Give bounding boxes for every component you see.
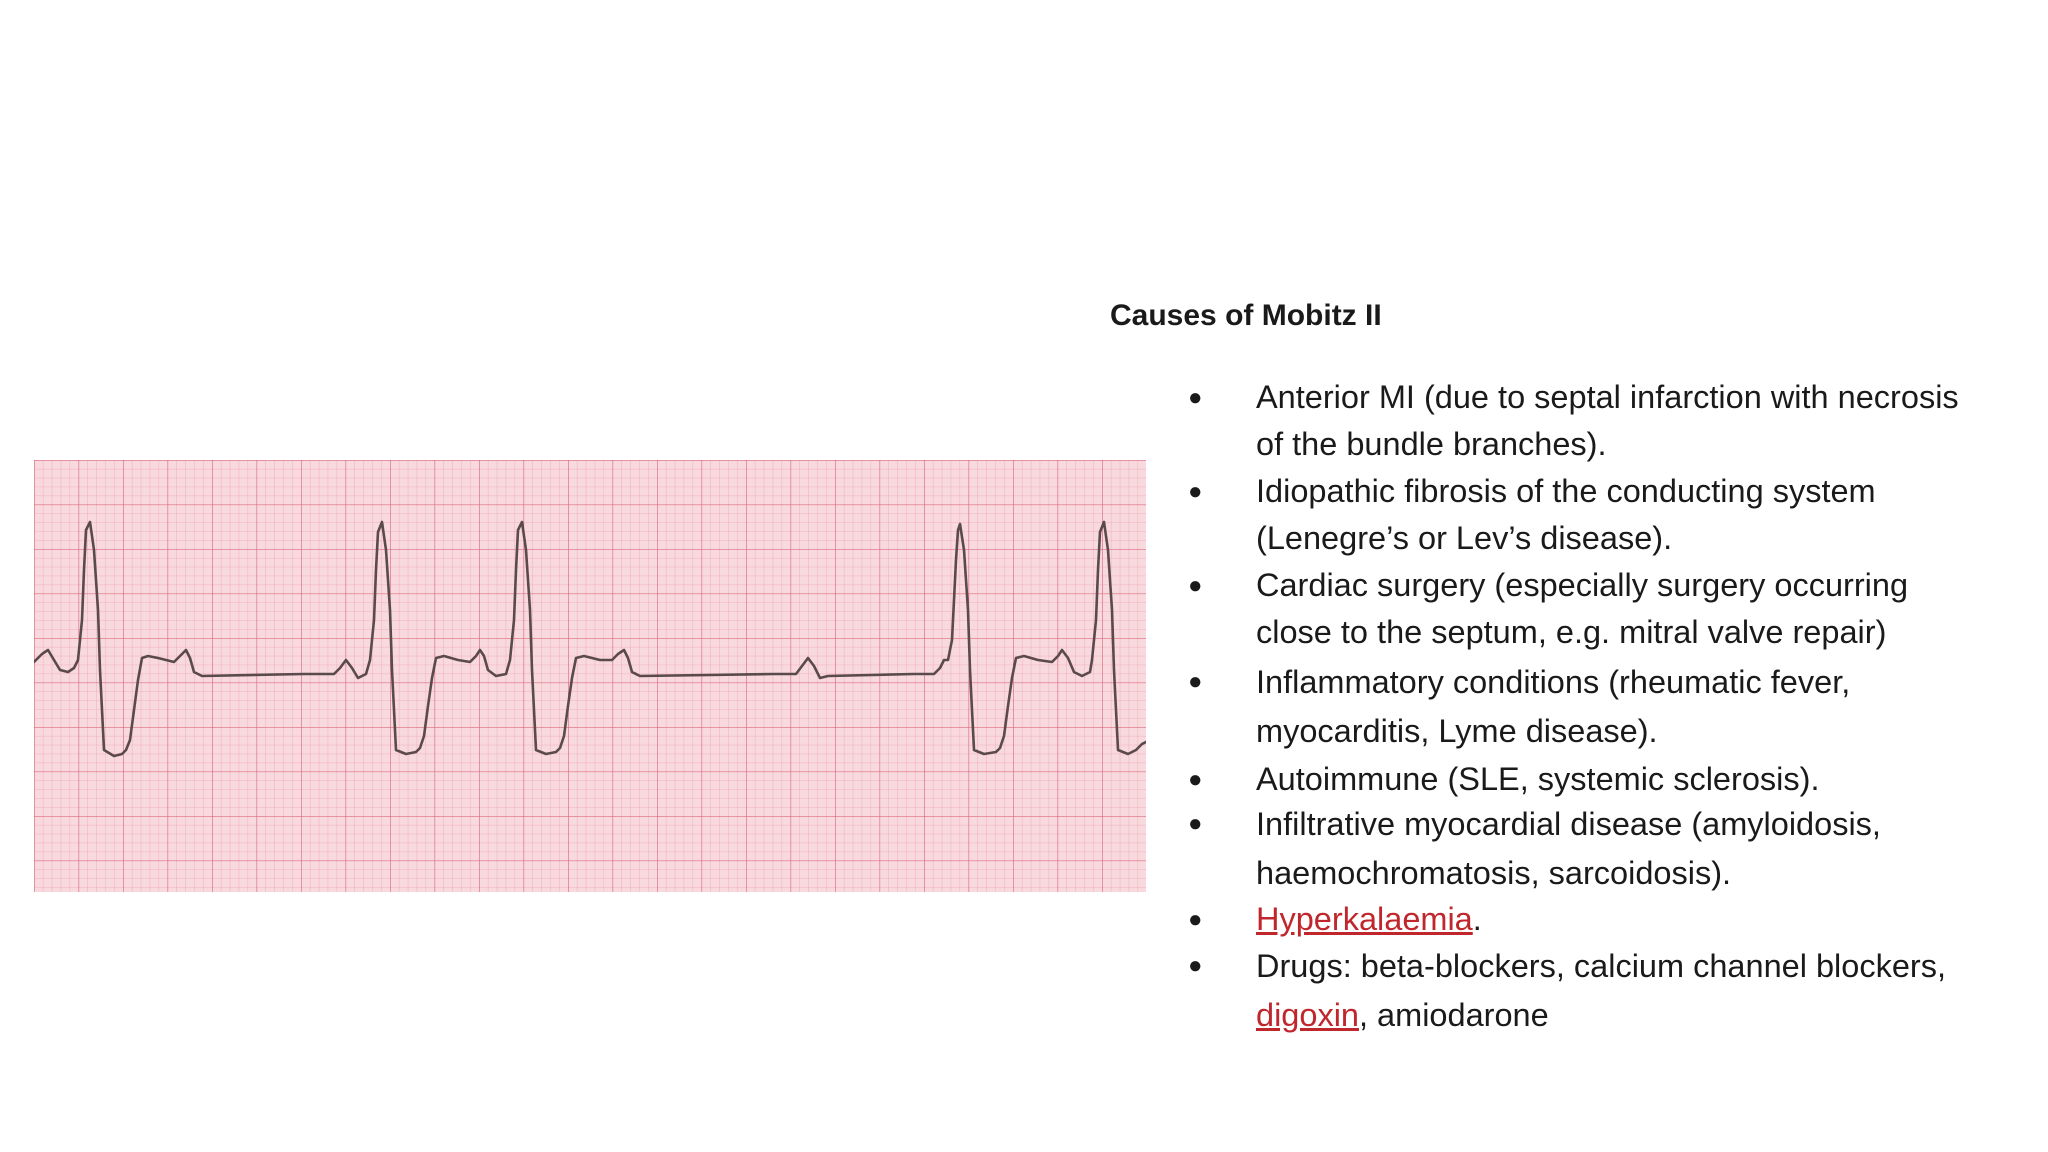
cause-text: Anterior MI (due to septal infarction with necrosis of the bundle branches). (1256, 379, 1959, 462)
bullet-icon: ● (1188, 478, 1203, 505)
digoxin-link[interactable]: digoxin (1256, 997, 1359, 1033)
bullet-icon: ● (1188, 572, 1203, 599)
bullet-icon: ● (1188, 952, 1203, 979)
cause-suffix: , amiodarone (1359, 997, 1549, 1033)
bullet-icon: ● (1188, 668, 1203, 695)
ecg-strip-image (34, 460, 1146, 892)
bullet-icon: ● (1188, 906, 1203, 933)
cause-text: Inflammatory conditions (rheumatic fever, myocarditis, Lyme disease). (1256, 664, 1851, 749)
cause-text: Infiltrative myocardial disease (amyloidosis, haemochromatosis, sarcoidosis). (1256, 806, 1881, 891)
cause-text: Autoimmune (SLE, systemic sclerosis). (1256, 761, 1820, 797)
hyperkalaemia-link[interactable]: Hyperkalaemia (1256, 901, 1473, 937)
bullet-icon: ● (1188, 766, 1203, 793)
cause-text (1256, 942, 1976, 1040)
cause-suffix: . (1472, 901, 1482, 937)
bullet-icon: ● (1188, 810, 1203, 837)
cause-text: Idiopathic fibrosis of the conducting system (Lenegre’s or Lev’s disease). (1256, 473, 1876, 556)
cause-text: Cardiac surgery (especially surgery occurring close to the septum, e.g. mitral valve repair) (1256, 567, 1909, 650)
causes-panel (1110, 296, 2010, 1033)
cause-prefix: Drugs: beta-blockers, calcium channel blockers, (1256, 948, 1947, 984)
causes-title: Causes of Mobitz II (1110, 299, 1382, 332)
bullet-icon: ● (1188, 384, 1203, 411)
cause-text (1256, 896, 1976, 943)
